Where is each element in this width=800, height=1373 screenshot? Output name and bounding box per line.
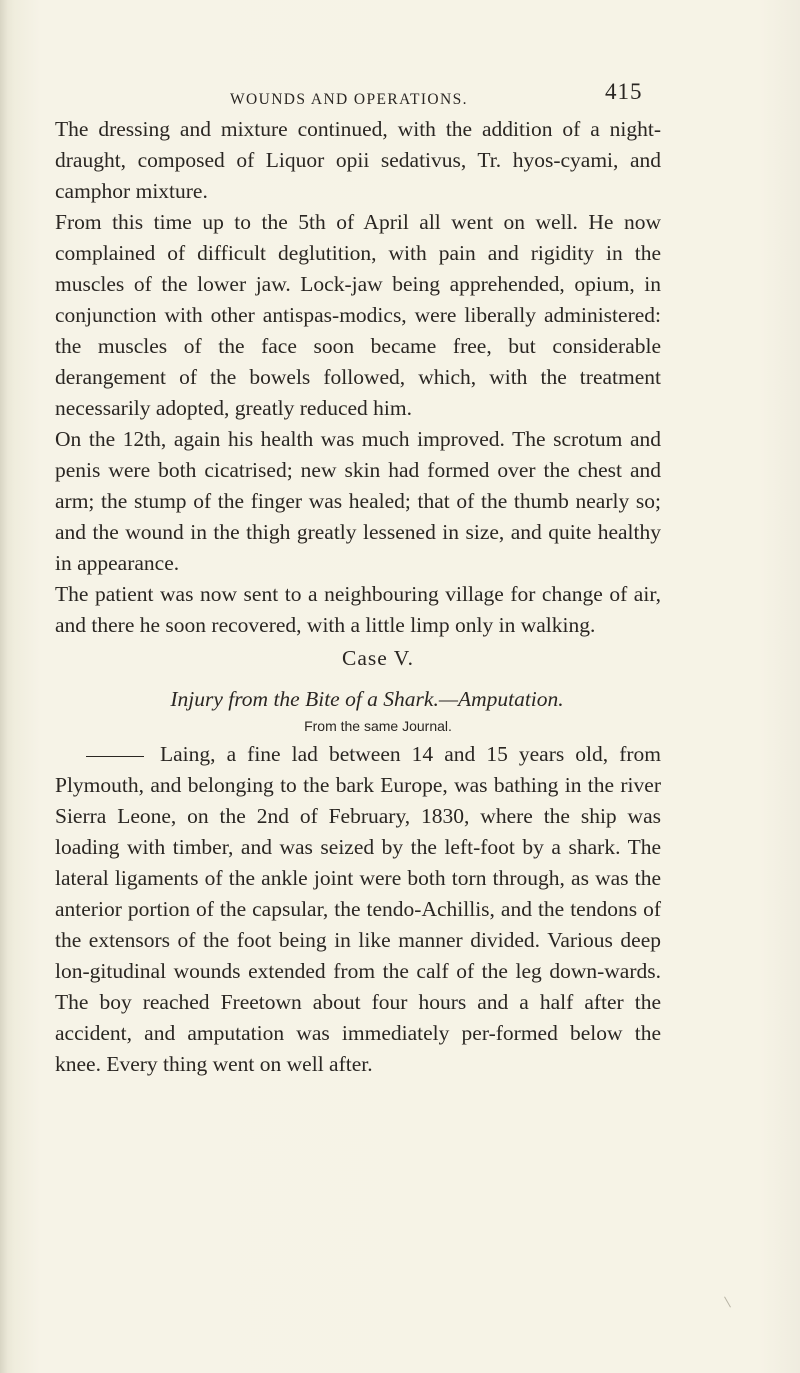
page-number: 415 — [605, 79, 643, 104]
body-text — [55, 114, 661, 1080]
case-title: Injury from the Bite of a Shark.—Amputation. — [170, 687, 564, 711]
paragraph-laing-text: Laing, a fine lad between 14 and 15 years old, from Plymouth, and belonging to the bark Europe, was bathing in the river Sierra Leone, on the 2nd of February, 1830, where the ship was loading with timber, and was seized by the left-foot by a shark. The lateral ligaments of the ankle joint were both torn through, as was the anterior portion of the capsular, the tendo-Achillis, and the tendons of the extensors of the foot being in like manner divided. Various deep lon-gitudinal wounds extended from the calf of the leg down-wards. The boy reached Freetown about four hours and a half after the accident, and amputation was immediately per-formed below the knee. Every thing went on well after. — [55, 742, 661, 1076]
page-gutter-shadow — [0, 0, 14, 1373]
case-heading: Case V. — [342, 646, 414, 670]
paragraph-laing — [55, 739, 661, 1080]
running-head-title: WOUNDS AND OPERATIONS. — [230, 91, 468, 108]
paragraph-lockjaw: From this time up to the 5th of April all went on well. He now complained of difficult deglutition, with pain and rigidity in the muscles of the lower jaw. Lock-jaw being apprehended, opium, in conjunction with other antispas-modics, were liberally administered: the muscles of the face soon became free, but considerable derangement of the bowels followed, which, with the treatment necessarily adopted, greatly reduced him. — [55, 210, 661, 420]
paragraph-recovery: The patient was now sent to a neighbouring village for change of air, and there he soon recovered, with a little limp only in walking. — [55, 582, 661, 637]
source-note: From the same Journal. — [304, 718, 452, 734]
paper-mark — [724, 1297, 731, 1308]
running-head — [0, 79, 800, 115]
name-dash — [86, 756, 144, 757]
paragraph-12th: On the 12th, again his health was much improved. The scrotum and penis were both cicatrised; new skin had formed over the chest and arm; the stump of the finger was healed; that of the thumb nearly so; and the wound in the thigh greatly lessened in size, and quite healthy in appearance. — [55, 427, 661, 575]
paragraph-dressing: The dressing and mixture continued, with the addition of a night-draught, composed of Liquor opii sedativus, Tr. hyos-cyami, and camphor mixture. — [55, 117, 661, 203]
